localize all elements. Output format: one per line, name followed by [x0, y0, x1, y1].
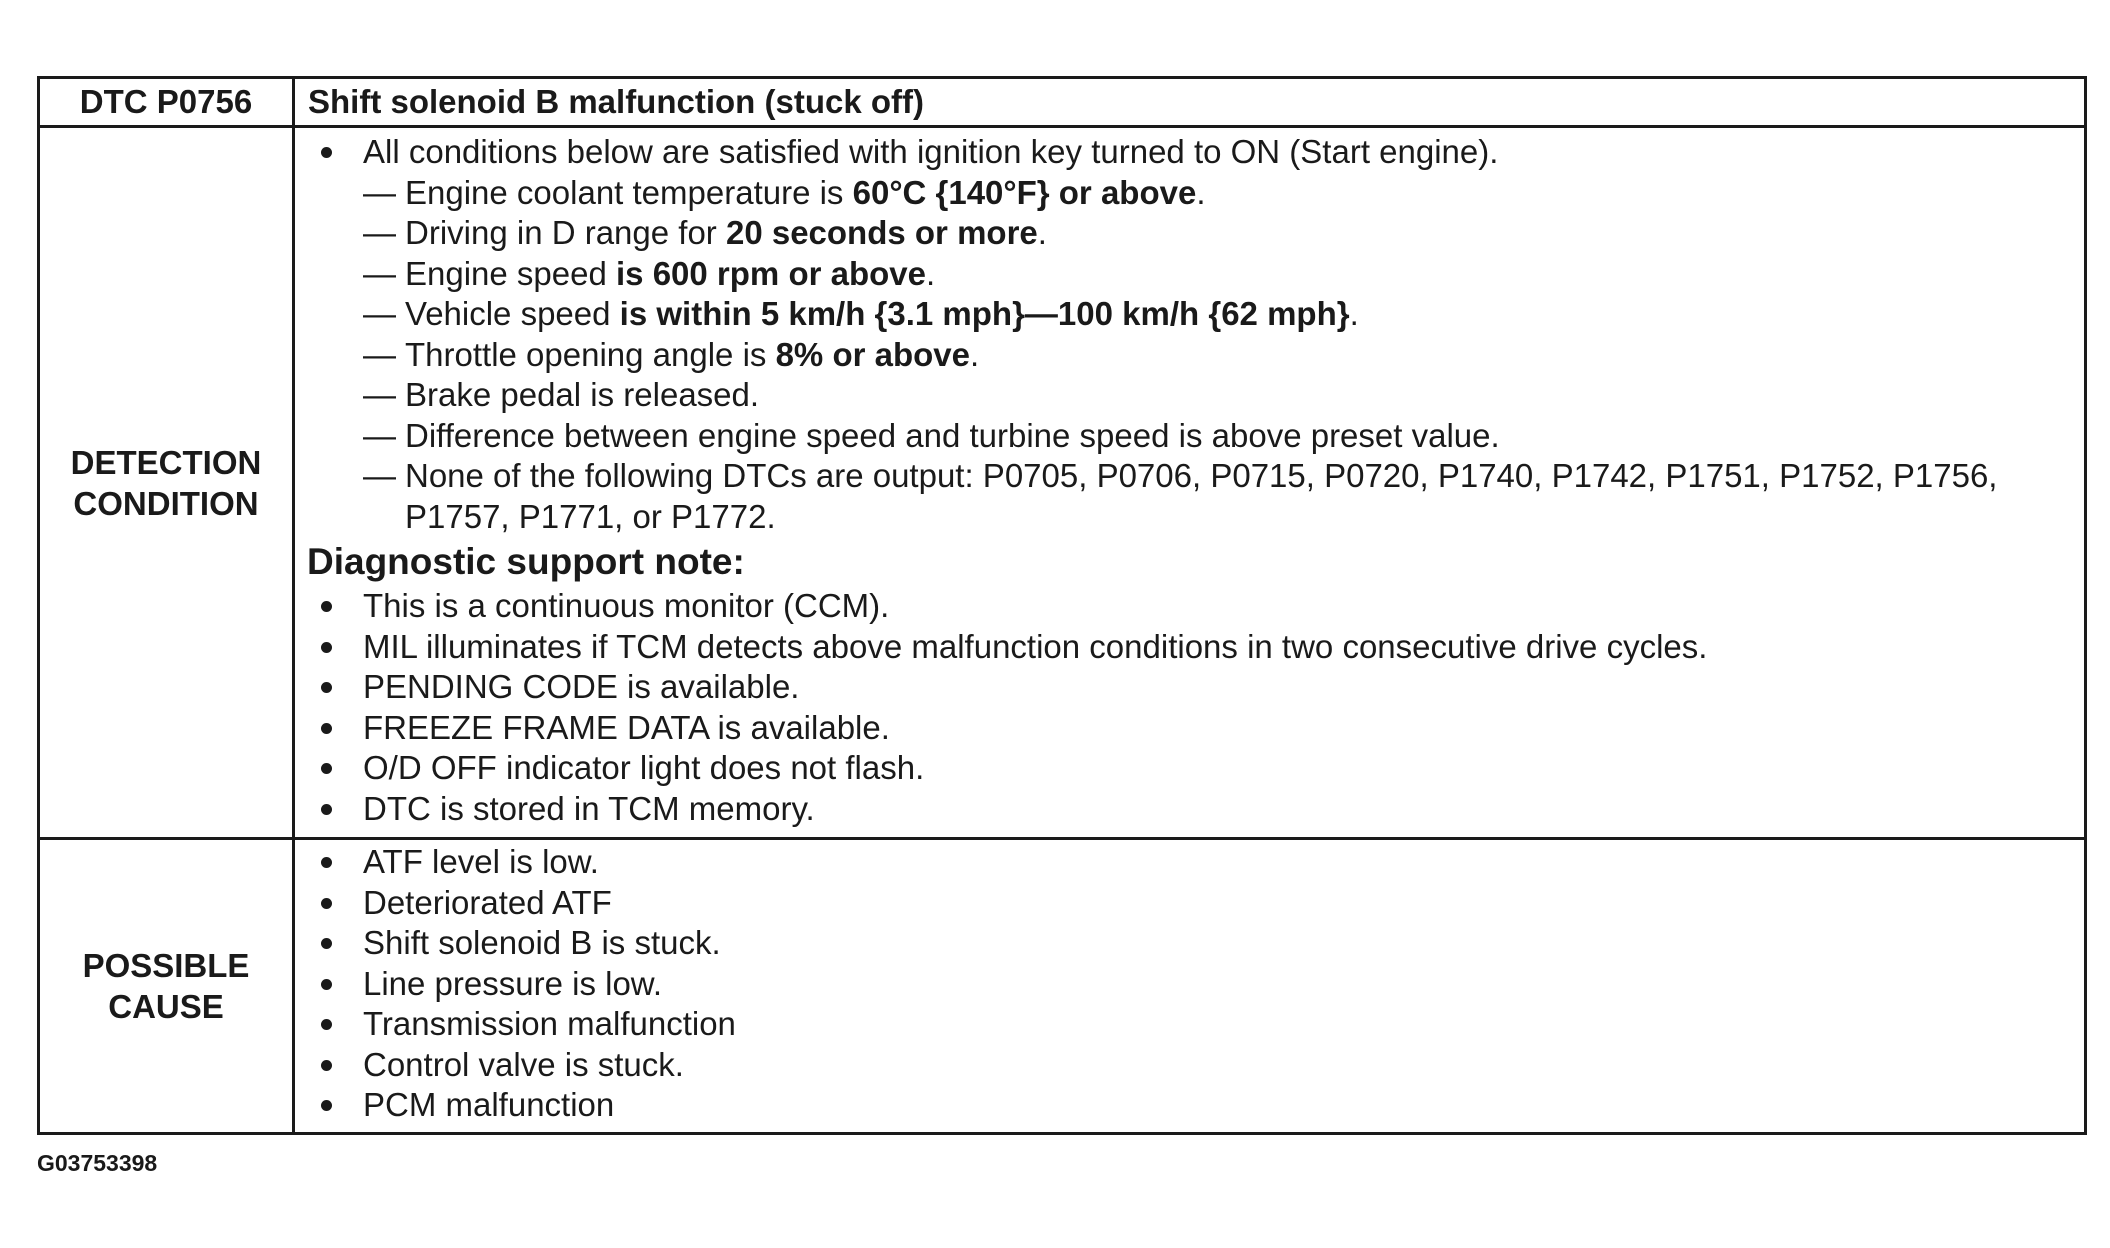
condition-item: [307, 294, 2072, 335]
bullet-icon: [321, 147, 332, 158]
condition-item: [307, 213, 2072, 254]
list-item-text: Shift solenoid B is stuck.: [363, 924, 721, 961]
condition-pre-text: Throttle opening angle is: [405, 335, 776, 373]
dash-marker: —: [363, 173, 396, 211]
possible-cause-label-line2: CAUSE: [108, 987, 224, 1025]
condition-item: [307, 375, 2072, 416]
list-item: [307, 1085, 2072, 1126]
dtc-code: DTC P0756: [39, 78, 294, 127]
dash-marker: —: [363, 254, 396, 292]
possible-cause-row: [39, 839, 2086, 1134]
bullet-icon: [321, 601, 332, 612]
list-item-text: This is a continuous monitor (CCM).: [363, 587, 890, 624]
list-item-text: Control valve is stuck.: [363, 1045, 684, 1083]
possible-cause-body: [294, 839, 2086, 1134]
list-item: [307, 842, 2072, 883]
bullet-icon: [321, 857, 332, 868]
bullet-icon: [321, 1060, 332, 1071]
condition-item: [307, 335, 2072, 376]
dash-marker: —: [363, 457, 396, 494]
bullet-icon: [321, 804, 332, 815]
possible-cause-list: [307, 842, 2072, 1126]
condition-item: [307, 254, 2072, 295]
bullet-icon: [321, 1100, 332, 1111]
dash-marker: —: [363, 335, 396, 373]
list-item-text: MIL illuminates if TCM detects above malfunction conditions in two consecutive drive cycles.: [363, 627, 1708, 665]
dash-marker: —: [363, 295, 396, 332]
support-notes-list: [307, 586, 2072, 829]
list-item: [307, 964, 2072, 1005]
condition-pre-text: Driving in D range for: [405, 214, 726, 251]
list-item-text: DTC is stored in TCM memory.: [363, 789, 815, 827]
list-item: [307, 1045, 2072, 1086]
list-item-text: Line pressure is low.: [363, 964, 662, 1002]
possible-cause-label: [39, 839, 294, 1134]
list-item-text: Transmission malfunction: [363, 1005, 736, 1042]
bullet-icon: [321, 723, 332, 734]
bullet-icon: [321, 898, 332, 909]
detection-label-line1: DETECTION: [70, 443, 262, 481]
condition-pre-text: Engine coolant temperature is: [405, 173, 853, 211]
condition-pre-text: Engine speed: [405, 254, 617, 292]
conditions-list: [307, 173, 2072, 538]
list-item: [307, 923, 2072, 964]
list-item-text: PCM malfunction: [363, 1086, 615, 1123]
support-heading: Diagnostic support note:: [307, 541, 745, 582]
condition-bold-text: is 600 rpm or above: [616, 254, 926, 292]
dash-marker: —: [363, 416, 396, 454]
bullet-icon: [321, 1019, 332, 1030]
list-item: [307, 627, 2072, 668]
detection-body: [294, 127, 2086, 839]
list-item: [307, 586, 2072, 627]
condition-post-text: .: [926, 254, 936, 292]
bullet-icon: [321, 979, 332, 990]
condition-post-text: .: [1196, 173, 1206, 211]
condition-post-text: .: [970, 335, 980, 373]
detection-label-line2: CONDITION: [73, 484, 259, 522]
condition-bold-text: 8% or above: [775, 335, 970, 373]
list-item-text: Deteriorated ATF: [363, 883, 612, 921]
dtc-table: [37, 76, 2087, 1135]
dtc-title: Shift solenoid B malfunction (stuck off): [294, 78, 2086, 127]
figure-id: G03753398: [37, 1150, 158, 1176]
condition-post-text: .: [1349, 295, 1359, 332]
condition-pre-text: Difference between engine speed and turbine speed is above preset value.: [405, 416, 1500, 454]
bullet-icon: [321, 682, 332, 693]
condition-pre-text: Vehicle speed: [405, 295, 620, 332]
condition-item: [307, 416, 2072, 457]
list-item: [307, 132, 2072, 173]
list-item: [307, 748, 2072, 789]
bullet-icon: [321, 763, 332, 774]
detection-intro: All conditions below are satisfied with ignition key turned to ON (Start engine).: [363, 133, 1499, 170]
dash-marker: —: [363, 214, 396, 251]
condition-item: [307, 173, 2072, 214]
condition-pre-text: None of the following DTCs are output: P0705, P0706, P0715, P0720, P1740, P1742, P1751, P1752, P1756, P1757, P1771, or P1772.: [405, 457, 1998, 535]
bullet-icon: [321, 938, 332, 949]
bullet-icon: [321, 642, 332, 653]
list-item: [307, 789, 2072, 830]
detection-intro-list: [307, 132, 2072, 173]
list-item: [307, 708, 2072, 749]
dash-marker: —: [363, 376, 396, 413]
condition-item: [307, 456, 2072, 537]
list-item: [307, 667, 2072, 708]
list-item-text: FREEZE FRAME DATA is available.: [363, 708, 890, 746]
list-item: [307, 1004, 2072, 1045]
possible-cause-label-line1: POSSIBLE: [82, 946, 250, 984]
list-item: [307, 883, 2072, 924]
condition-bold-text: 20 seconds or more: [725, 214, 1038, 251]
list-item-text: O/D OFF indicator light does not flash.: [363, 749, 925, 786]
list-item-text: ATF level is low.: [363, 843, 599, 880]
condition-post-text: .: [1037, 214, 1047, 251]
header-row: [39, 78, 2086, 127]
list-item-text: PENDING CODE is available.: [363, 668, 800, 705]
condition-pre-text: Brake pedal is released.: [405, 376, 760, 413]
condition-bold-text: is within 5 km/h {3.1 mph}—100 km/h {62 mph}: [619, 295, 1350, 332]
detection-label: [39, 127, 294, 839]
detection-row: [39, 127, 2086, 839]
condition-bold-text: 60°C {140°F} or above: [852, 173, 1197, 211]
